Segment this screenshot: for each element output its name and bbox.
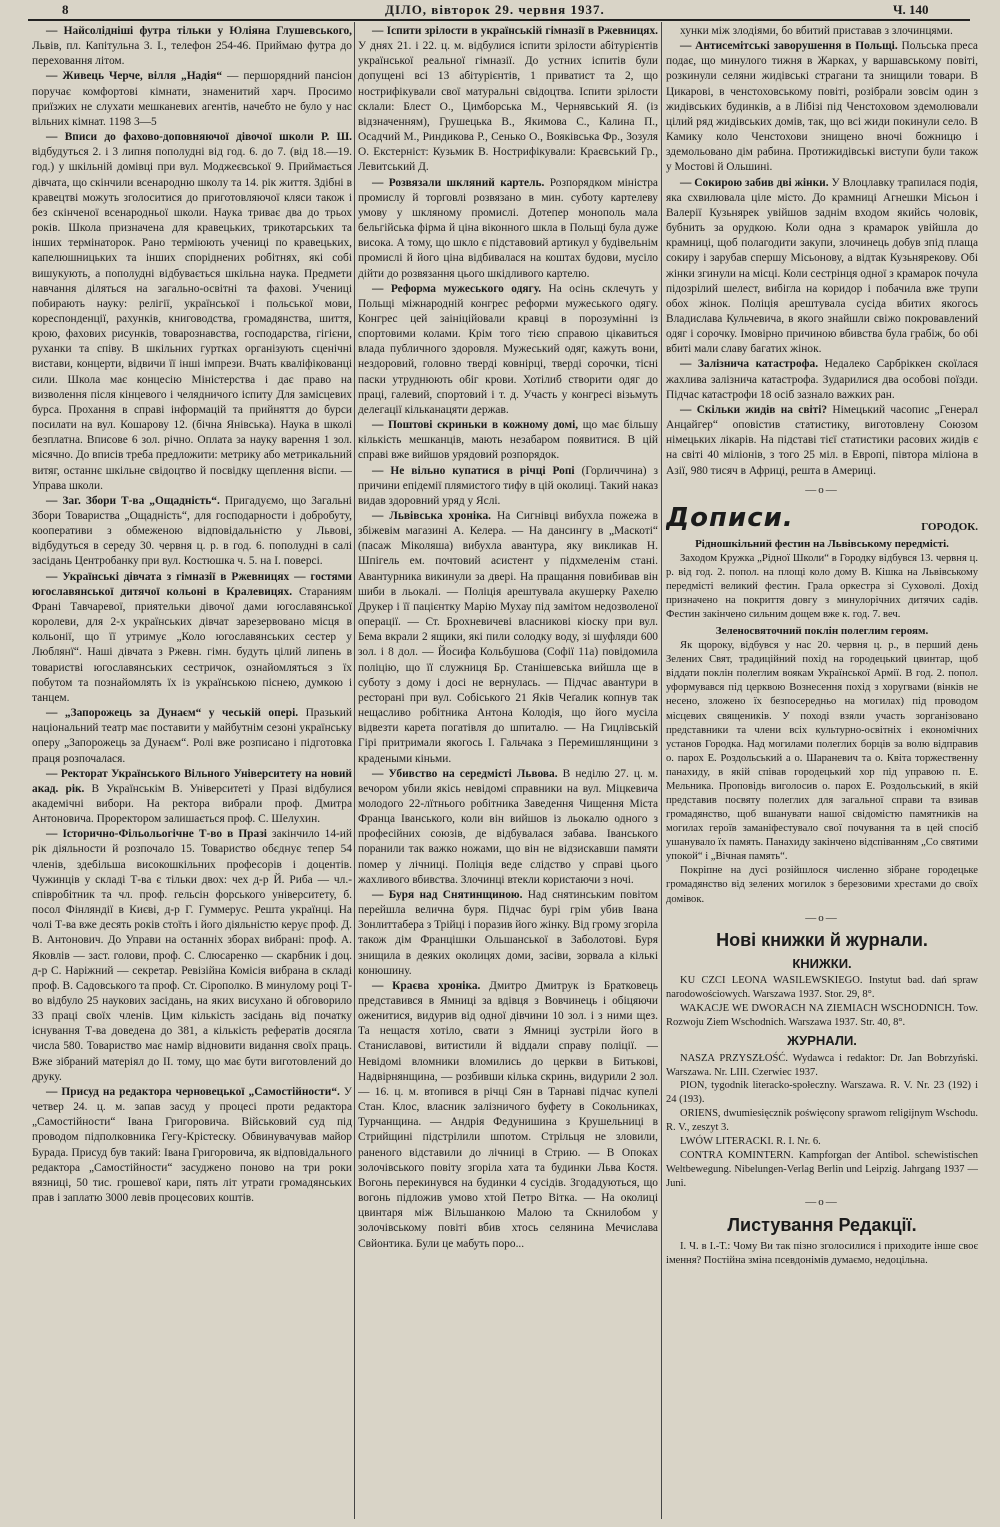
dopysy-place: ГОРОДОК. <box>921 520 978 533</box>
article-title: — Живець Черче, вілля „Надія“ <box>46 70 223 83</box>
article-title: — Ректорат Українського Вільного Університету на новий акад. рік. <box>32 767 352 795</box>
article-body: У четвер 24. ц. м. запав засуд у процесі проти редактора „Самостійности“ Івана Григоровича. Військовий суд під проводом підполковника Гегу-Крістеску. Обвинувачував майор Бурада. Присуд був такий: Івана Григоровича, як відповідального редактора „Самостійности“ засуджено поново на три роки вязниці, 50 тис. грошевої кари, пять літ утрати громадянських прав і заплатю 3000 левів процесових коштів. <box>32 1085 352 1205</box>
article-body: що має більшу кількість мешканців, мають незабаром появитися. В цій справі вже вийшов урядовий розпорядок. <box>358 419 658 462</box>
article-title: — Заг. Збори Т-ва „Ощадність“. <box>46 494 220 507</box>
news-article <box>358 888 658 979</box>
article-title: — Антисемітські заворушення в Польщі. <box>680 40 898 53</box>
news-article <box>32 24 352 69</box>
article-body: — першорядний пансіон поручає комфортові кімнати, знаменитий харч. Просимо приїзжих не слухати мешканевих агентів, начебто не було у нас вільних кімнат. 1198 3—5 <box>32 70 352 128</box>
header-rule <box>28 19 970 21</box>
article-body: Розпорядком міністра промислу й торговлі розвязано в мин. суботу картелеву умову у шкляному промислі. Дотепер монополь мала бельгійська фірма й ціна віконного шкла в Польщі була дуже висока. А тому, що шкло є підставовий артикул у будівельнім промислі й його ціна відбивалася на коштах будови, мусіло дійти до розвязання цього шкідливого картелю. <box>358 176 658 280</box>
article-body: Стараниям Франі Тавчаревої, приятельки дівочої дами югославянської королеви, для 2-х українських дівчат зарезервовано місця в кольонії, що її утримує „Коло югославянських сестер у Люблянї“. Наші дівчата з Ржевн. гімн. будуть цілий липень в товаристві югославянських сестричок, ознайомляться з їх побутом та познайомлять їх із українською піснею, думкою і танцем. <box>32 585 352 704</box>
column-rule-2 <box>661 22 662 1519</box>
news-article <box>358 767 658 888</box>
journals-subheading: ЖУРНАЛИ. <box>787 1033 857 1049</box>
news-article <box>666 176 978 358</box>
journal-item: NASZA PRZYSZŁOŚĆ. Wydawca i redaktor: Dr. Jan Bobrzyński. Warszawa. Nr. LIII. Czerwiec 1937. <box>666 1052 978 1078</box>
column-1 <box>32 24 352 1523</box>
journal-item: ORIENS, dwumiesięcznik poświęcony sprawom religijnym Wschodu. R. V., zeszyt 3. <box>666 1108 978 1134</box>
news-article <box>358 979 658 1252</box>
news-article <box>358 176 658 282</box>
news-article <box>666 403 978 479</box>
article-body: На осінь склечуть у Польщі міжнародній конгрес реформи мужеського одягу. Конгрес цей заініційовали кравці в порозумінні із спортовими колами. Крім того тією справою цікавиться влада публичного здоровля. Мужеський одяг, кажуть вони, нездоровий, головно тверді ковнірці, тверді сорочки, тісні паски утруднюють обіг крови. Хотілиб створити одяг до праці, галевий, спортовий і т. д. Участь у конгресі візьмуть делегації кільканацяти держав. <box>358 282 658 416</box>
article-body: Празький національний театр має поставити у майбутнім сезоні українську оперу „Запорожець за Дунаєм“. Ролі вже розписано і підготовка праця розпочалася. <box>32 707 352 765</box>
letters-paragraph: І. Ч. в І.-Т.: Чому Ви так пізно зголосилися і приходите інше своє імення? Постійна зміна псевдонімів думаємо, недоцільна. <box>666 1240 978 1266</box>
article-body: Львів, пл. Капітульна 3. І., телефон 254-46. Приймаю футра до переховання літом. <box>32 40 352 68</box>
article-title: — Скільки жидів на світі? <box>680 403 828 416</box>
article-title: — Поштові скриньки в кожному домі, <box>372 419 579 432</box>
news-article <box>32 1085 352 1206</box>
article-title: — Історично-Фільольогічне Т-во в Празі <box>46 828 267 841</box>
news-article <box>666 357 978 402</box>
dopysy-section <box>666 501 978 906</box>
separator: —o— <box>805 1196 839 1209</box>
page-header <box>0 0 1000 20</box>
article-body: У днях 21. і 22. ц. м. відбулися іспити зрілости абітурієнтів української реальної гімназії. До устних іспитів були допущені всі 13 абітурієнтів, 1 приватист та 2, що нострифікували свої матуральні свідоцтва. Іспити зрілости склали: Блест О., Цимборська М., Чернявський Я. (із відзначенням), Грушецька В., Якимова С., Калина П., Осадчий М., Риндикова Р., Сенько О., Вояківська Фр., Зозуля О. Екстерніст: Кузьмик В. Нострифікували: Краєвський Гр., Левитський Д. <box>358 40 658 174</box>
column-3 <box>666 24 978 1523</box>
journal-item: CONTRA KOMINTERN. Kampforgan der Antibol. schewistischen Weltbewegung. Nibelungen-Verlag Berlin und Leipzig. Jahrgang 1937 — Juni. <box>666 1150 978 1190</box>
dopysy-heading: Дописи. <box>666 503 794 534</box>
separator: —o— <box>805 911 839 924</box>
article-body: Польська преса подає, що минулого тижня в Жарках, у варшавському повіті, розкинули селяни жидівські страгани та знищили товари. В Цикарові, в ченстоховському повіті, розібрали зовсім один з жидівських будинків, а в Лібізі під Ченстоховом здемолювали цілий ряд жидівських домів, так, що всі жиди покинули село. В Камику коло Ченстохови знищено вночі божницю і здемольовано дім рабина. Протижидівські виступи були також у Мостові й Ольшині. <box>666 40 978 174</box>
book-item: KU CZCI LEONA WASILEWSKIEGO. Instytut bad. dań spraw narodowościowych. Warszawa 1937. Stor. 29, 8°. <box>666 975 978 1001</box>
journal-item: PION, tygodnik literacko-społeczny. Warszawa. R. V. Nr. 23 (192) i 24 (193). <box>666 1080 978 1106</box>
news-article <box>358 418 658 463</box>
article-body: Німецький часопис „Генерал Анцайгер“ оповістив статистику, виготовлену Союзом німецьких лікарів. На підставі тієї статистики расових жидів є на світі 40 міліонів, з того 25 міл. в Европі, півтора міліона в Азії, 980 тисяч в Африці, решта в Америці. <box>666 403 978 477</box>
news-article <box>358 24 658 176</box>
news-article <box>666 39 978 175</box>
issue-number: Ч. 140 <box>893 2 929 17</box>
article-body: закінчило 14-ий рік діяльности й розпочало 15. Товариство обєднує тепер 54 членів, здебільша високошкільних професорів і доцентів. Чужинців у складі Т-ва є тільки двох: чех д-р Й. Риба — чл.-співробітник та чл. проф. гельсін форського університету, б. посол Фінляндії в Києві, д-р Г. Гуммерус. Решта українці. На чолі Т-ва вже десять років стоїть і його діяльністю керує проф. Д. В. Антонович. До Управи на останніх зборах вибрані: проф. А. Яковлів — заст. голови, проф. С. Слюсаренко — скарбник і доц. д-р С. Наріжний — секретар. Ревізійна Комісія вибрана в складі проф. В. Садовського та проф. Ст. Сірополко. В минулому році Т-во відбуло 25 наукових засідань, на яких висухано й обговорило 33 праці своїх членів. Цим кількість засідань від початку існування Т-ва доведена до 381, а кількість рефератів досягла числа 580. Товариство має намір відновити видання своїх праць. Вже зібраний матеріял до ІІ. тому, що має бути виготовлений до друку. <box>32 828 352 1083</box>
news-article <box>32 130 352 494</box>
news-article <box>358 282 658 418</box>
article-body: (Горличчина) з причини епідемії плямистого тифу в цій околиці. Такий наказ видав здоровний уряд у Яслі. <box>358 464 658 507</box>
article-title: — Буря над Снятинщиною. <box>372 888 523 901</box>
article-title: — Присуд на редактора черновецької „Самостійности“. <box>46 1085 340 1098</box>
article-title: — Вписи до фахово-доповняючої дівочої школи Р. Ш. <box>46 131 352 144</box>
journal-item: LWÓW LITERACKI. R. I. Nr. 6. <box>680 1136 821 1148</box>
page-number: 8 <box>62 2 69 17</box>
article-title: — Реформа мужеського одягу. <box>372 282 542 295</box>
article-body: Над снятинським повітом перейшла велична буря. Підчас бурі грім убив Івана Зонлиттабера з Трійці і поразив його жінку. Від грому згоріла також дім Францішки Ольшанської в Заболотові. Буря знищила в деяких околицях доми, засіви, зорвала а кількі конюшину. <box>358 888 658 977</box>
article-title: — Краєва хроніка. <box>372 979 481 992</box>
article-title: — Не вільно купатися в річці Ропі <box>372 464 575 477</box>
article-title: — „Запорожець за Дунаєм“ у чеській опері. <box>46 707 299 720</box>
dopysy-paragraph-3: Покріпне на дусі розійшлося численно зібране городецьке громадянство від зелених могилок з березовими хрестами до своїх домівок. <box>666 865 978 905</box>
article-body: На Сигнівці вибухла пожежа в збіжевім магазині А. Келера. — На дансингу в „Маскоті“ (пасаж Міколяша) вибухла авантура, яку викликав Н. Шпігель ем. почтовий асистент у підхмеленім стані. Авантурника викинули за двері. На пращання повибивав він шиби в льокалі. — Поліція арештувала акушерку Рахелю Друкер і її пацієнтку Марію Мухау під замітом недозволеної операції. — Ст. Брохневичеві власникові кіоску при вул. Бема вкрали 2 ящики, які пили солодку воду, зі шуфляди 600 зол. і 8 дол. — Йосифа Кольбушова (Софії 11а) повідомила поліцію, що її служниця Бр. Станішевська вийшла ще в суботу з дому і досі не вернулась. — Підчас авантури в ресторані при вул. Собіського 21 Яків Чеґалик копнув так нещасливо робітника Антона Колодія, що його мусіла відвезти карета погатівля до шпиталю. — На Гицлівській Гірі притримали якогось І. Гальчака з Перемишлянщини з крадеными кіньми. <box>358 510 658 765</box>
article-body: В Українськім В. Університеті у Празі відбулися академічні вибори. На ректора вибрали проф. Дмитра Антоновича. Проректором залишається проф. С. Шелухин. <box>32 782 352 826</box>
article-title: — Львівська хроніка. <box>372 510 492 522</box>
article-title: — Сокирою забив дві жінки. <box>680 176 829 189</box>
news-article <box>32 570 352 706</box>
news-article <box>358 464 658 509</box>
dopysy-subheading-2: Зеленосвяточний поклін полеглим героям. <box>715 624 929 637</box>
article-body: відбудуться 2. і 3 липня пополудні від год. 6. до 7. (від 18.—19. год.) у шкільній домівці при вул. Моджеєвської 9. Приймається дівчата, що скінчили всенародню школу та 14. рік життя. Здібні в кравецтві можуть зголоситися до приготовляючої кляси також і без скінченої всенародньої школи. Наука триває два до трьох років. Школа призначена для кравецьких, трикотарських та інших термінаторок. Рано терміюють учениці по кравецьких, капелюшницьких та інших споріднених робітнях, які собі вишукують, а пополудні відбувається шкільна наука. Предмети навчання діляться на загально-освітні та фахові. Учениці побирають науку: релігії, української і польської мови, кореспонденції, рахунків, книговодства, громадянства, шиття, крою, фахових рисунків, товарознавства, господарства, гігієни, руханки та співу. В шкільних гуртках організують сценічні вистави, концерти, відвичи її інші імпрези. Вчать кваліфікованці сили. Школа має концесію Міністерства і дає право на визволення після кінцевого і челядничого іспиту Для замісцевих бурса. Прохання в справі інформацій та прийняття до бурси посилати на вул. Кошарову 12. (бічна Янівська). Наука в школі безплатна. Вписове 6 зол. річно. Оплата за науку варення 1 зол. місячно. До вписів треба предложити: метрику або метрикальний витяг, останнє шкільне свідоцтво й посвідку щеплення віспи. — Управа школи. <box>32 146 352 492</box>
article-body: Пригадуємо, що Загальні Збори Товариства „Ощадність“, для господарности і добробуту, кооперативи з обмеженою відповідальністю у Львові, відбудуться в середу 30. червня ц. р. в год. 6. пополудні в салі засідань Центробанку при вул. Костюшка ч. 5. на І. поверсі. <box>32 494 352 568</box>
article-title: — Найсолідніші футра тільки у Юліяна Глушевського, <box>46 25 352 37</box>
news-article <box>358 509 658 767</box>
news-article <box>32 69 352 130</box>
article-title: — Іспити зрілости в українській гімназії в Ржевницях. <box>372 25 658 37</box>
dopysy-subheading-1: Рідношкільний фестин на Львівському передмісті. <box>695 537 949 550</box>
news-article <box>32 767 352 828</box>
separator: —o— <box>805 483 839 496</box>
dopysy-paragraph-2: Як щороку, відбувся у нас 20. червня ц. р., в перший день Зелених Свят, традиційний похід на городецький цвинтар, щоб віддати поклін полеглим воякам Української Армії. В год. 2. попол. уформувався під церквою Вознесення похід з хоругвами (вінків не несено, зложено їх безпосередньо на могилах) під проводом місцевих священиків. У поході взяли участь зорганізовано представники та члени всіх культурно-освітніх і економічних установ Городка. Над могилами полеглих борців за волю відправив о. парох Е. Роздольський а о. Шараневич та о. Квіта торжественну панахиду, в якій співав городецький хор під управою п. Е. Мельника. Проповідь виголосив о. парох Е. Роздольський, в якій представив посвяту полеглих для загальної справи та взивав громадянство, щоб вшанувати нашої свідомістю памятників на могилах героїв заманіфестувало свої почування та в цей спосіб ушанувало їх память. Панахиду закінчено відспіванням „Со святими упокой“ і „Вічная память“. <box>666 640 978 863</box>
book-item: WAKACJE WE DWORACH NA ZIEMIACH WSCHODNICH. Tow. Rozwoju Ziem Wschodnich. Warszawa 1937. Str. 40, 8°. <box>666 1003 978 1029</box>
news-article <box>666 24 978 39</box>
books-section <box>666 929 978 1191</box>
article-body: Дмитро Дмитрук із Братковець представився в Ямниці за вдівця з Вовчинець і обіцяючи оженитися, видурив від одної дівчини 10 зол. і з ними щез. Та нещастя хотіло, свати з Ямниці зустріли його в Станиславові, витистили й віддали справу поліції. — Невідомі вломники вломились до церкви в Битькові, Надвірнянщина, — розбивши кілька скринь, видурили 2 зол. — 16. ц. м. втопився в річці Сян в Тарнаві підчас купелі Стан. Клос, власник залізничого буфету в Сокольниках, Турчанщина. — Андрія Федунишина з Крушельниці в Стрийщині підстрілили шпотом. Стрільця не зловили, раненого відставили до лічниці в Стрию. — В Опоках золочівського повіту згоріла хата та будинки Льва Костя. Вогонь перекинувся на будинки 4 сусідів. Згодадуються, що вогонь підложив умово хтой Петро Вітка. — На околиці цвинтаря між Вільшанкою Малою та Скнилобом у золочівському повіті вбив хтось селянина Мечислава Свйонтика. Були це мабуть поро... <box>358 979 658 1250</box>
column-3-news <box>666 24 978 479</box>
masthead: ДІЛО, вівторок 29. червня 1937. <box>385 2 605 17</box>
dopysy-paragraph-1: Заходом Кружка „Рідної Школи“ в Городку відбувся 13. червня ц. р. від год. 2. попол. на площі коло дому В. Кішка на Львівському передмісті великий фестин. Грала оркестра зі Суховолі. Дохід призначено на покриття довгу з минулорічних дитячих садів. Фестин закінчено сильним дощем вже к. год. 7. веч. <box>666 553 978 621</box>
books-subheading: КНИЖКИ. <box>792 956 852 972</box>
article-body: Недалеко Сарбріккен скоїлася жахлива залізнича катастрофа. Зударилися два особові поїзди. Підчас катастрофи 18 осіб зазнало важких ран. <box>666 358 978 401</box>
article-body: В неділю 27. ц. м. вечором убили якісь невідомі справники на вул. Міцкевича молодого 22-лїтнього робітника Заведення Чищення Міста Франца Іванського, коли він вийшов із льокалю одного з професійних союзів, де відбувалася забава. Іванського поранили так важко ножами, що він не відзискавши памяти помер у лічниці. Поліція веде слідство у справі цього жахливого вбивства. Злочинці втекли користаючи з ночі. <box>358 767 658 886</box>
letters-heading: Листування Редакції. <box>727 1214 917 1235</box>
news-article <box>32 494 352 570</box>
article-title: — Українські дівчата з гімназії в Ржевницях — гостями югославянської дитячої кольоні в Кралевицях. <box>32 570 352 598</box>
article-body: У Влоцлавку трапилася подія, яка схвилювала ціле місто. До крамниці Агнешки Місьон і Валерії Кузьнярек увійшов заднім входом якийсь чоловік, бубнить за орудкою. Коли одна з крамарок увійшла до крамниці, щоб полагодити закупи, злочинець добув зпід плаща сокиру і зарубав спершу Місьонову, а відтак Кузьнярекову. Обі жінки згинули на місці. Коли сестрінця одної з крамарок почула підозрілий шелест, вибігла на коридор і побачила вже трупи обох жінок. Поліція арештувала сусіда вбитих якогось Владислава Кульчевича, в якого знайшли свіжо покровавлений одяг і сорочку. Імовірно причиною вбивства була грабіж, бо обі вбиті мали славу багатих жінок. <box>666 176 978 356</box>
books-heading: Нові книжки й журнали. <box>716 930 928 951</box>
news-article <box>32 706 352 767</box>
article-title: — Залізнича катастрофа. <box>680 358 819 371</box>
article-body: хунки між злодіями, бо вбитий приставав з злочинцями. <box>680 25 953 37</box>
column-2 <box>358 24 658 1523</box>
column-rule-1 <box>354 22 355 1519</box>
article-title: — Убивство на середмісті Львова. <box>372 767 558 780</box>
letters-section <box>666 1214 978 1268</box>
article-title: — Розвязали шкляний картель. <box>372 176 545 189</box>
news-article <box>32 827 352 1085</box>
